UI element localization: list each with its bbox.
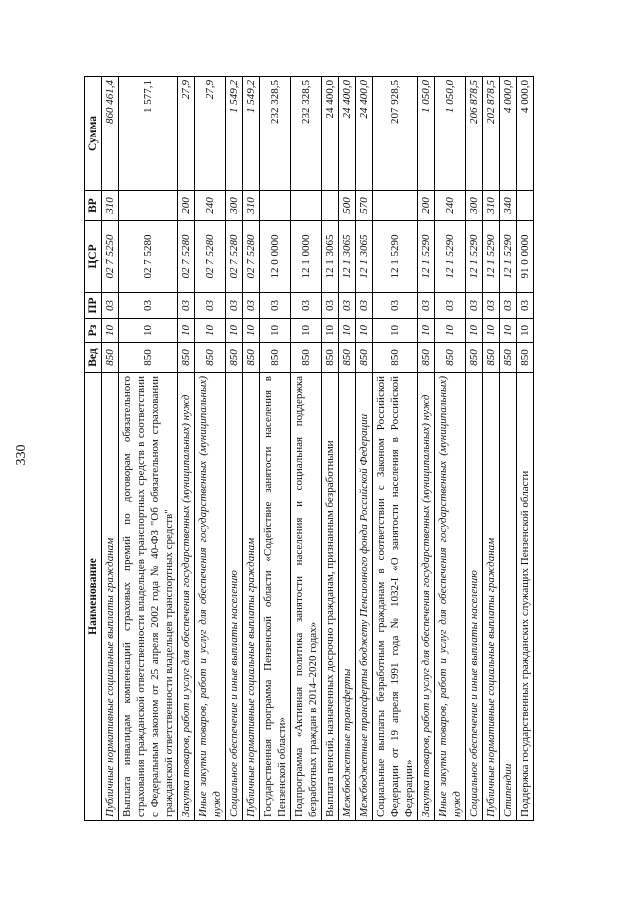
cell-pr: 03 bbox=[517, 293, 534, 319]
cell-pr: 03 bbox=[322, 293, 339, 319]
page-number: 330 bbox=[14, 444, 29, 466]
table-row bbox=[373, 77, 418, 821]
cell-rz: 10 bbox=[339, 319, 356, 343]
cell-ved: 850 bbox=[483, 343, 500, 373]
table-row bbox=[102, 77, 119, 821]
table-row bbox=[260, 77, 291, 821]
cell-pr: 03 bbox=[195, 293, 226, 319]
cell-ved: 850 bbox=[466, 343, 483, 373]
header-sum: Сумма bbox=[85, 77, 102, 191]
cell-sum: 207 928,5 bbox=[373, 77, 418, 191]
cell-sum: 24 400,0 bbox=[322, 77, 339, 191]
cell-ved: 850 bbox=[291, 343, 322, 373]
cell-sum: 4 000,0 bbox=[517, 77, 534, 191]
cell-sum: 1 577,1 bbox=[119, 77, 178, 191]
cell-ved: 850 bbox=[102, 343, 119, 373]
cell-ved: 850 bbox=[243, 343, 260, 373]
cell-sum: 27,9 bbox=[195, 77, 226, 191]
cell-rz: 10 bbox=[500, 319, 517, 343]
header-rz: Рз bbox=[85, 319, 102, 343]
cell-sum: 206 878,5 bbox=[466, 77, 483, 191]
cell-sum: 1 050,0 bbox=[418, 77, 435, 191]
cell-vr bbox=[322, 191, 339, 221]
table-row bbox=[339, 77, 356, 821]
header-vr: ВР bbox=[85, 191, 102, 221]
cell-rz: 10 bbox=[517, 319, 534, 343]
cell-pr: 03 bbox=[260, 293, 291, 319]
cell-name: Социальные выплаты безработным гражданам в соответствии с Законом Российской Федерации от 19 апреля 1991 года № 1032-I «О занятости населения в Российской Федерации» bbox=[373, 373, 418, 821]
cell-vr: 300 bbox=[466, 191, 483, 221]
cell-vr: 500 bbox=[339, 191, 356, 221]
cell-pr: 03 bbox=[339, 293, 356, 319]
cell-rz: 10 bbox=[178, 319, 195, 343]
table-row bbox=[291, 77, 322, 821]
cell-csr: 12 1 0000 bbox=[291, 221, 322, 293]
cell-sum: 27,9 bbox=[178, 77, 195, 191]
cell-vr: 340 bbox=[500, 191, 517, 221]
cell-csr: 12 1 5290 bbox=[466, 221, 483, 293]
cell-sum: 24 400,0 bbox=[356, 77, 373, 191]
cell-csr: 12 1 5290 bbox=[418, 221, 435, 293]
cell-csr: 02 7 5280 bbox=[119, 221, 178, 293]
cell-rz: 10 bbox=[260, 319, 291, 343]
cell-name: Поддержка государственных гражданских служащих Пензенской области bbox=[517, 373, 534, 821]
cell-csr: 02 7 5280 bbox=[195, 221, 226, 293]
cell-ved: 850 bbox=[373, 343, 418, 373]
cell-pr: 03 bbox=[226, 293, 243, 319]
cell-vr: 240 bbox=[195, 191, 226, 221]
cell-name: Публичные нормативные социальные выплаты гражданам bbox=[102, 373, 119, 821]
cell-csr: 02 7 5280 bbox=[226, 221, 243, 293]
table-row bbox=[322, 77, 339, 821]
cell-ved: 850 bbox=[178, 343, 195, 373]
cell-vr bbox=[119, 191, 178, 221]
cell-ved: 850 bbox=[435, 343, 466, 373]
cell-rz: 10 bbox=[322, 319, 339, 343]
cell-sum: 860 461,4 bbox=[102, 77, 119, 191]
cell-csr: 12 1 5290 bbox=[435, 221, 466, 293]
cell-name: Государственная программа Пензенской области «Содействие занятости населения в Пензенской области» bbox=[260, 373, 291, 821]
cell-pr: 03 bbox=[435, 293, 466, 319]
cell-vr bbox=[517, 191, 534, 221]
cell-vr: 570 bbox=[356, 191, 373, 221]
cell-pr: 03 bbox=[356, 293, 373, 319]
table-row bbox=[243, 77, 260, 821]
table-row bbox=[178, 77, 195, 821]
cell-ved: 850 bbox=[517, 343, 534, 373]
cell-name: Стипендии bbox=[500, 373, 517, 821]
cell-vr: 310 bbox=[483, 191, 500, 221]
cell-rz: 10 bbox=[356, 319, 373, 343]
cell-sum: 1 050,0 bbox=[435, 77, 466, 191]
cell-pr: 03 bbox=[466, 293, 483, 319]
cell-ved: 850 bbox=[119, 343, 178, 373]
table-body bbox=[102, 77, 534, 821]
table-row bbox=[517, 77, 534, 821]
header-name: Наименование bbox=[85, 373, 102, 821]
cell-rz: 10 bbox=[119, 319, 178, 343]
cell-csr: 12 1 5290 bbox=[373, 221, 418, 293]
cell-name: Выплата инвалидам компенсаций страховых премий по договорам обязательного страхования гражданской ответственности владельцев транспортных средств в соответствии с Федеральным законом от 25 апреля 2002 года № 40-ФЗ "Об обязательном страховании гражданской ответственности владельцев транспортных средств" bbox=[119, 373, 178, 821]
table-row bbox=[119, 77, 178, 821]
cell-csr: 12 1 5290 bbox=[483, 221, 500, 293]
table-row bbox=[500, 77, 517, 821]
header-pr: ПР bbox=[85, 293, 102, 319]
cell-rz: 10 bbox=[195, 319, 226, 343]
cell-ved: 850 bbox=[500, 343, 517, 373]
cell-pr: 03 bbox=[500, 293, 517, 319]
cell-name: Публичные нормативные социальные выплаты гражданам bbox=[243, 373, 260, 821]
cell-name: Иные закупки товаров, работ и услуг для обеспечения государственных (муниципальных) нужд bbox=[195, 373, 226, 821]
cell-pr: 03 bbox=[418, 293, 435, 319]
cell-csr: 12 1 5290 bbox=[500, 221, 517, 293]
cell-rz: 10 bbox=[243, 319, 260, 343]
cell-rz: 10 bbox=[373, 319, 418, 343]
cell-vr: 310 bbox=[102, 191, 119, 221]
cell-rz: 10 bbox=[102, 319, 119, 343]
cell-rz: 10 bbox=[418, 319, 435, 343]
cell-csr: 02 7 5250 bbox=[102, 221, 119, 293]
cell-vr bbox=[373, 191, 418, 221]
cell-sum: 202 878,5 bbox=[483, 77, 500, 191]
table-row bbox=[226, 77, 243, 821]
cell-ved: 850 bbox=[418, 343, 435, 373]
cell-pr: 03 bbox=[102, 293, 119, 319]
cell-name: Межбюджетные трансферты bbox=[339, 373, 356, 821]
cell-rz: 10 bbox=[483, 319, 500, 343]
cell-rz: 10 bbox=[291, 319, 322, 343]
table-row bbox=[195, 77, 226, 821]
cell-name: Межбюджетные трансферты бюджету Пенсионного фонда Российской Федерации bbox=[356, 373, 373, 821]
cell-sum: 232 328,5 bbox=[291, 77, 322, 191]
cell-sum: 1 549,2 bbox=[226, 77, 243, 191]
cell-vr: 200 bbox=[178, 191, 195, 221]
cell-name: Выплата пенсий, назначенных досрочно гражданам, признанным безработными bbox=[322, 373, 339, 821]
cell-csr: 12 0 0000 bbox=[260, 221, 291, 293]
cell-csr: 12 1 3065 bbox=[322, 221, 339, 293]
cell-ved: 850 bbox=[356, 343, 373, 373]
cell-rz: 10 bbox=[466, 319, 483, 343]
cell-name: Подпрограмма «Активная политика занятости населения и социальная поддержка безработных граждан в 2014–2020 годах» bbox=[291, 373, 322, 821]
cell-vr: 240 bbox=[435, 191, 466, 221]
table-row bbox=[418, 77, 435, 821]
cell-rz: 10 bbox=[226, 319, 243, 343]
table-header-row bbox=[85, 77, 102, 821]
cell-vr: 200 bbox=[418, 191, 435, 221]
table-row bbox=[483, 77, 500, 821]
cell-vr bbox=[260, 191, 291, 221]
budget-table bbox=[84, 76, 534, 821]
cell-ved: 850 bbox=[322, 343, 339, 373]
cell-name: Иные закупки товаров, работ и услуг для обеспечения государственных (муниципальных) нужд bbox=[435, 373, 466, 821]
cell-csr: 91 0 0000 bbox=[517, 221, 534, 293]
cell-sum: 232 328,5 bbox=[260, 77, 291, 191]
cell-sum: 4 000,0 bbox=[500, 77, 517, 191]
cell-vr: 300 bbox=[226, 191, 243, 221]
cell-ved: 850 bbox=[339, 343, 356, 373]
cell-name: Социальное обеспечение и иные выплаты населению bbox=[466, 373, 483, 821]
cell-csr: 02 7 5280 bbox=[178, 221, 195, 293]
table-row bbox=[435, 77, 466, 821]
cell-pr: 03 bbox=[243, 293, 260, 319]
cell-csr: 02 7 5280 bbox=[243, 221, 260, 293]
cell-pr: 03 bbox=[119, 293, 178, 319]
cell-name: Закупка товаров, работ и услуг для обеспечения государственных (муниципальных) нужд bbox=[178, 373, 195, 821]
cell-sum: 1 549,2 bbox=[243, 77, 260, 191]
cell-rz: 10 bbox=[435, 319, 466, 343]
cell-pr: 03 bbox=[373, 293, 418, 319]
table-row bbox=[356, 77, 373, 821]
cell-pr: 03 bbox=[291, 293, 322, 319]
header-csr: ЦСР bbox=[85, 221, 102, 293]
cell-ved: 850 bbox=[226, 343, 243, 373]
cell-csr: 12 1 3065 bbox=[339, 221, 356, 293]
cell-vr bbox=[291, 191, 322, 221]
cell-sum: 24 400,0 bbox=[339, 77, 356, 191]
table-row bbox=[466, 77, 483, 821]
cell-ved: 850 bbox=[260, 343, 291, 373]
cell-name: Закупка товаров, работ и услуг для обеспечения государственных (муниципальных) нужд bbox=[418, 373, 435, 821]
header-ved: Вед bbox=[85, 343, 102, 373]
cell-pr: 03 bbox=[178, 293, 195, 319]
cell-name: Публичные нормативные социальные выплаты гражданам bbox=[483, 373, 500, 821]
cell-pr: 03 bbox=[483, 293, 500, 319]
cell-name: Социальное обеспечение и иные выплаты населению bbox=[226, 373, 243, 821]
cell-csr: 12 1 3065 bbox=[356, 221, 373, 293]
cell-ved: 850 bbox=[195, 343, 226, 373]
cell-vr: 310 bbox=[243, 191, 260, 221]
